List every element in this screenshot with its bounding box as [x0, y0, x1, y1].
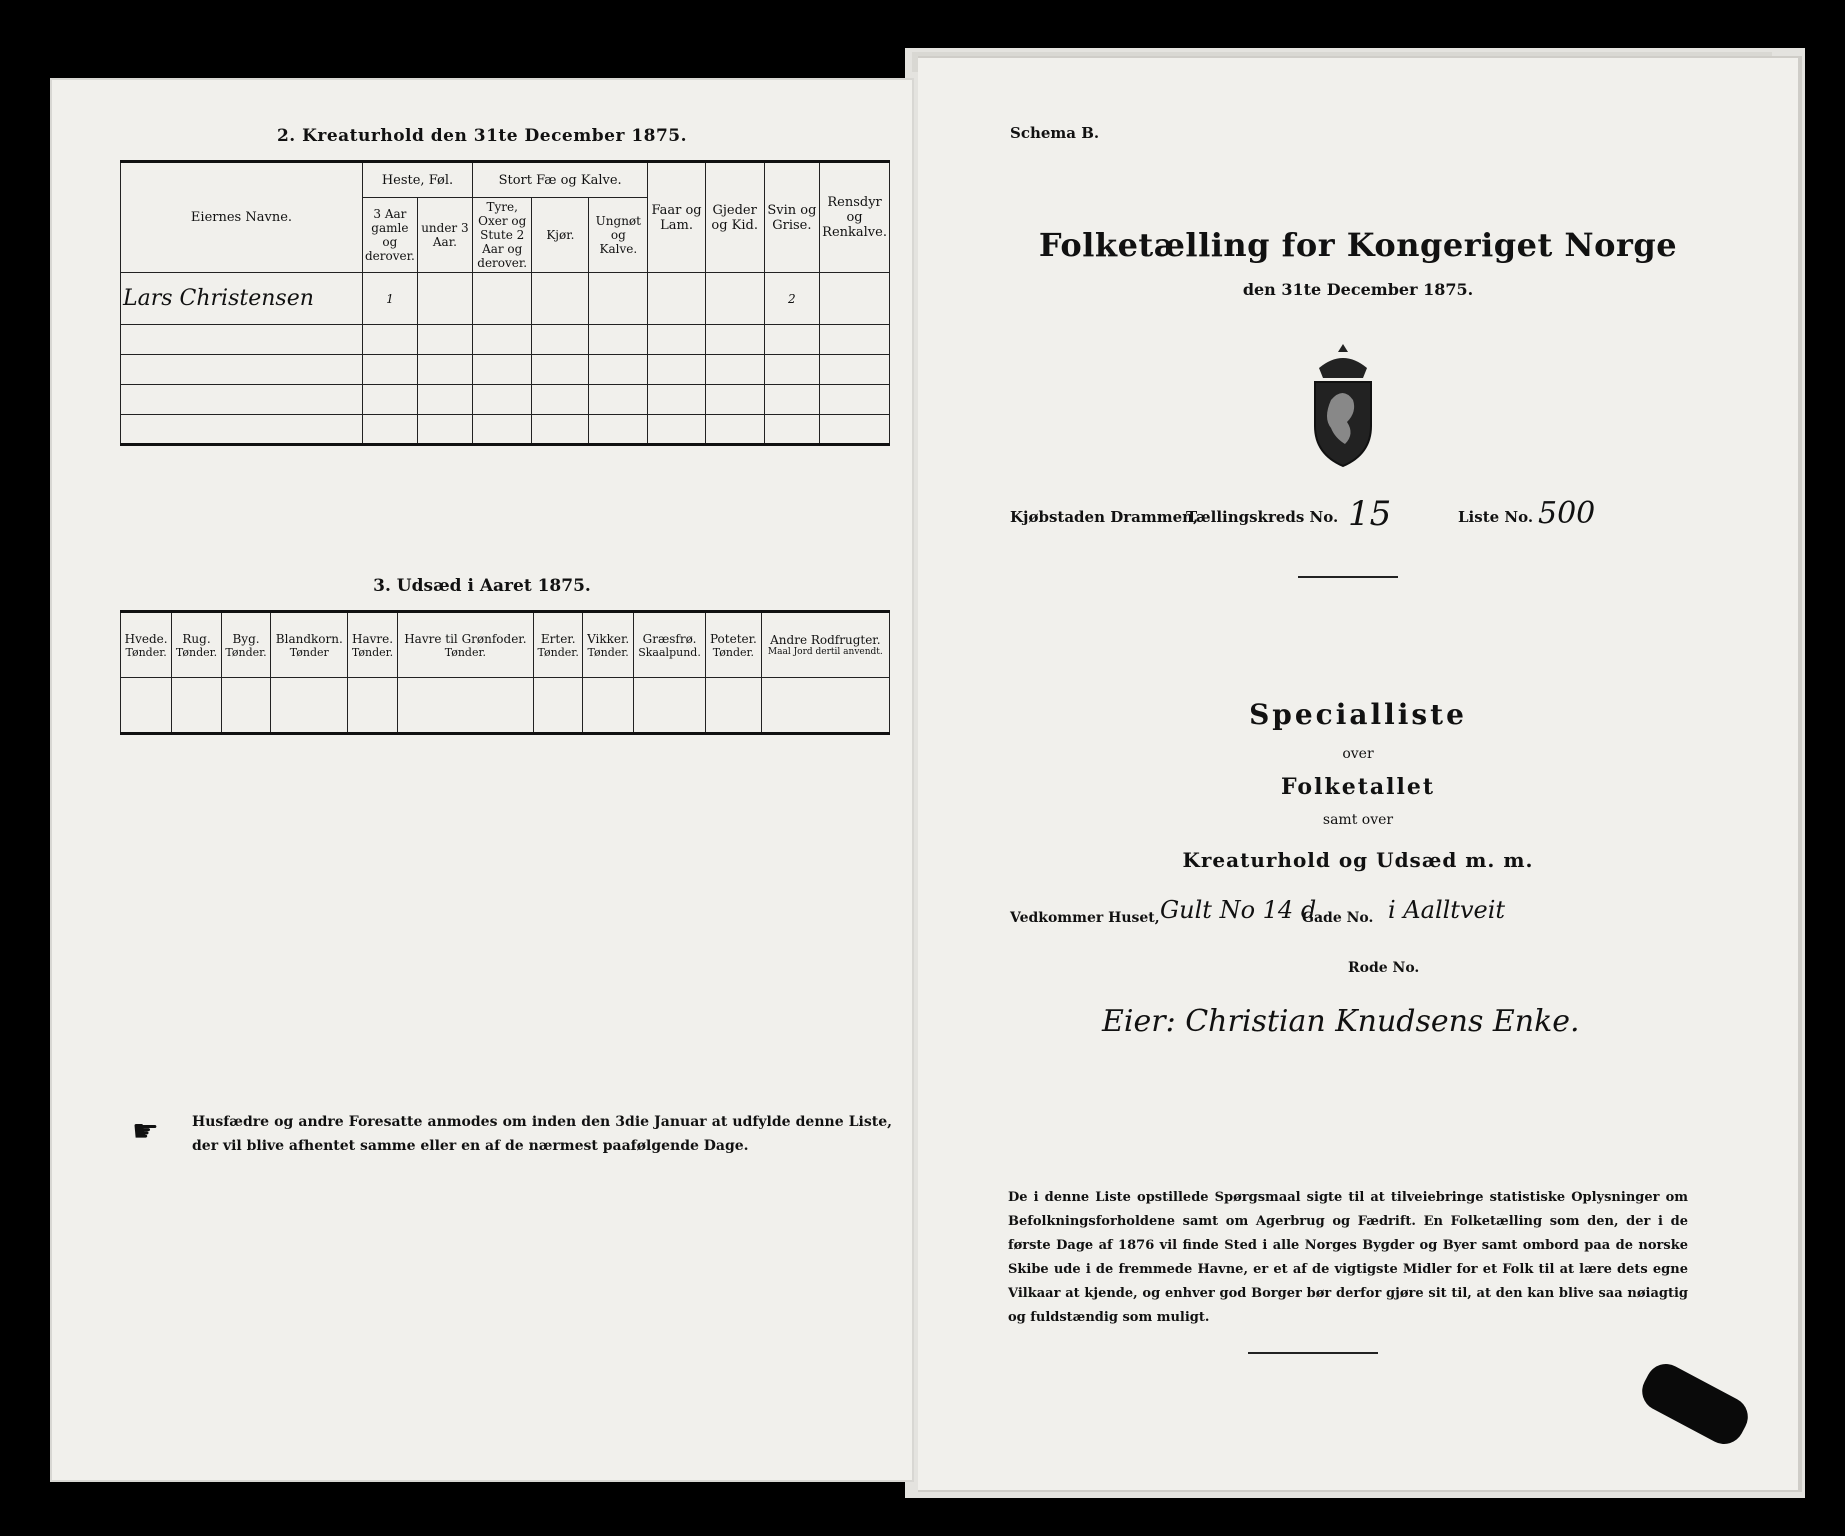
cell	[705, 415, 764, 445]
cell	[706, 678, 762, 734]
pointing-hand-icon: ☛	[132, 1114, 159, 1149]
seed-col-header	[583, 612, 633, 678]
seed-header-row	[121, 612, 890, 678]
seed-col-header	[706, 612, 762, 678]
cell	[417, 415, 472, 445]
samt-over-text: samt over	[1322, 812, 1394, 828]
census-title: Folketælling for Kongeriget Norge	[1038, 226, 1678, 264]
seed-col-header	[348, 612, 398, 678]
cell	[648, 415, 706, 445]
seed-col-header	[397, 612, 533, 678]
owner-cell	[121, 355, 363, 385]
cell: 2	[764, 273, 820, 325]
left-page	[52, 80, 912, 1480]
kjobstad-label: Kjøbstaden Drammen,	[1010, 508, 1199, 526]
owner-cell: Lars Christensen	[121, 273, 363, 325]
schema-label: Schema B.	[1010, 124, 1100, 142]
horses-header: Heste, Føl.	[362, 162, 472, 198]
seed-col-header	[121, 612, 172, 678]
seed-value-row	[121, 678, 890, 734]
cell	[532, 325, 589, 355]
kreds-value: 15	[1348, 494, 1392, 534]
cell	[589, 415, 648, 445]
seed-col-unit: Tønder.	[125, 645, 167, 659]
cell	[397, 678, 533, 734]
seed-col-unit: Tønder.	[537, 645, 579, 659]
cell	[473, 355, 532, 385]
cell	[221, 678, 271, 734]
cell	[417, 355, 472, 385]
cell	[764, 415, 820, 445]
liste-label: Liste No.	[1458, 508, 1534, 526]
cell	[820, 415, 890, 445]
cell	[705, 325, 764, 355]
cell	[648, 385, 706, 415]
table-row	[121, 325, 890, 355]
cell	[532, 355, 589, 385]
sheep-header: Faar og Lam.	[648, 162, 706, 273]
seed-col-unit: Tønder.	[587, 645, 629, 659]
cell	[589, 385, 648, 415]
cell	[764, 325, 820, 355]
folketallet-heading: Folketallet	[1281, 774, 1435, 800]
seed-col-name: Andre Rodfrugter.	[770, 633, 881, 647]
cell	[532, 273, 589, 325]
gade-label: Gade No.	[1302, 910, 1374, 926]
cell	[583, 678, 633, 734]
seed-col-header	[761, 612, 889, 678]
cell	[705, 273, 764, 325]
cell	[648, 355, 706, 385]
notice-text: Husfædre og andre Foresatte anmodes om inden den 3die Januar at udfylde denne Liste, der vil blive afhentet samme eller en af de nærmest paafølgende Dage.	[192, 1114, 892, 1154]
cell	[348, 678, 398, 734]
divider	[1298, 576, 1398, 578]
cell	[764, 385, 820, 415]
owner-cell	[121, 385, 363, 415]
seed-col-name: Rug.	[182, 631, 211, 646]
cell	[820, 385, 890, 415]
cell	[473, 385, 532, 415]
gade-value: i Aalltveit	[1388, 896, 1506, 924]
cattle-young-header: Ungnøt og Kalve.	[589, 198, 648, 273]
kreaturhold-heading: Kreaturhold og Udsæd m. m.	[1182, 848, 1534, 872]
seed-col-name: Erter.	[540, 631, 576, 646]
seed-col-unit: Skaalpund.	[638, 645, 701, 659]
right-page	[918, 58, 1798, 1490]
cell	[820, 273, 890, 325]
goats-header: Gjeder og Kid.	[705, 162, 764, 273]
table-row	[121, 355, 890, 385]
cell	[121, 678, 172, 734]
cell	[705, 385, 764, 415]
seed-col-unit: Tønder.	[444, 645, 487, 659]
cattle-cows-header: Kjør.	[532, 198, 589, 273]
cell	[533, 678, 583, 734]
seed-col-name: Græsfrø.	[642, 631, 697, 646]
seed-col-name: Vikker.	[587, 631, 630, 646]
seed-title: 3. Udsæd i Aaret 1875.	[373, 576, 591, 596]
seed-col-unit: Tønder	[289, 645, 329, 659]
over-text: over	[1342, 746, 1374, 762]
seed-col-header	[221, 612, 271, 678]
specialliste-heading: Specialliste	[1249, 698, 1467, 731]
cell	[532, 415, 589, 445]
cell	[473, 415, 532, 445]
seed-col-name: Byg.	[232, 631, 260, 646]
cell	[705, 355, 764, 385]
seed-col-header	[172, 612, 222, 678]
cell	[417, 385, 472, 415]
seed-col-unit: Maal Jord dertil anvendt.	[767, 647, 883, 657]
seed-col-name: Poteter.	[709, 631, 757, 646]
table-row	[121, 385, 890, 415]
rode-label: Rode No.	[1348, 960, 1420, 976]
cell	[589, 355, 648, 385]
reindeer-header: Rensdyr og Renkalve.	[820, 162, 890, 273]
table-row	[121, 415, 890, 445]
cell	[633, 678, 705, 734]
livestock-title: 2. Kreaturhold den 31te December 1875.	[276, 126, 688, 146]
cell	[362, 355, 417, 385]
seed-col-name: Havre.	[352, 631, 394, 646]
cell	[532, 385, 589, 415]
cell	[362, 325, 417, 355]
owner-cell	[121, 415, 363, 445]
cell	[589, 325, 648, 355]
coat-of-arms-icon	[1295, 340, 1391, 470]
cell	[172, 678, 222, 734]
cell	[761, 678, 889, 734]
cell: 1	[362, 273, 417, 325]
seed-col-unit: Tønder.	[351, 645, 394, 659]
cell	[473, 273, 532, 325]
seed-col-name: Blandkorn.	[275, 631, 343, 646]
liste-value: 500	[1538, 496, 1596, 531]
seed-col-name: Hvede.	[124, 631, 168, 646]
eier-line: Eier: Christian Knudsens Enke.	[1102, 1004, 1580, 1039]
cell	[362, 385, 417, 415]
seed-col-header	[533, 612, 583, 678]
census-date: den 31te December 1875.	[1242, 280, 1474, 299]
seed-table	[120, 610, 890, 735]
cell	[271, 678, 348, 734]
pigs-header: Svin og Grise.	[764, 162, 820, 273]
livestock-table	[120, 160, 890, 446]
cell	[417, 273, 472, 325]
kreds-label: Tællingskreds No.	[1186, 508, 1339, 526]
cell	[473, 325, 532, 355]
seed-col-header	[271, 612, 348, 678]
cell	[417, 325, 472, 355]
owner-header: Eiernes Navne.	[121, 162, 363, 273]
info-paragraph: De i denne Liste opstillede Spørgsmaal sigte til at tilveiebringe statistiske Oplysninger om Befolkningsforholdene samt om Agerbrug og Fædrift. En Folketælling som den, der i de første Dage af 1876 vil finde Sted i alle Norges Bygder og Byer samt ombord paa de norske Skibe ude i de fremmede Havne, er et af de vigtigste Midler for et Folk til at lære dets egne Vilkaar at kjende, og enhver god Borger bør derfor gjøre sit til, at den kan blive saa nøiagtig og fuldstændig som muligt.	[1008, 1190, 1688, 1325]
cattle-header: Stort Fæ og Kalve.	[473, 162, 648, 198]
cell	[820, 325, 890, 355]
seed-col-header	[633, 612, 705, 678]
vedkommer-label: Vedkommer Huset,	[1010, 910, 1160, 926]
cell	[648, 273, 706, 325]
cell	[820, 355, 890, 385]
cell	[648, 325, 706, 355]
cell	[764, 355, 820, 385]
owner-cell	[121, 325, 363, 355]
cell	[589, 273, 648, 325]
cattle-bulls-header: Tyre, Oxer og Stute 2 Aar og derover.	[473, 198, 532, 273]
cell	[362, 415, 417, 445]
bottom-divider	[1248, 1352, 1378, 1354]
seed-col-unit: Tønder.	[712, 645, 755, 659]
seed-col-unit: Tønder.	[225, 645, 267, 659]
seed-col-name: Havre til Grønfoder.	[404, 631, 527, 646]
horses-3plus-header: 3 Aar gamle og derover.	[362, 198, 417, 273]
vedkommer-value: Gult No 14 d.	[1160, 896, 1324, 924]
horses-under3-header: under 3 Aar.	[417, 198, 472, 273]
table-row	[121, 273, 890, 325]
seed-col-unit: Tønder.	[175, 645, 218, 659]
